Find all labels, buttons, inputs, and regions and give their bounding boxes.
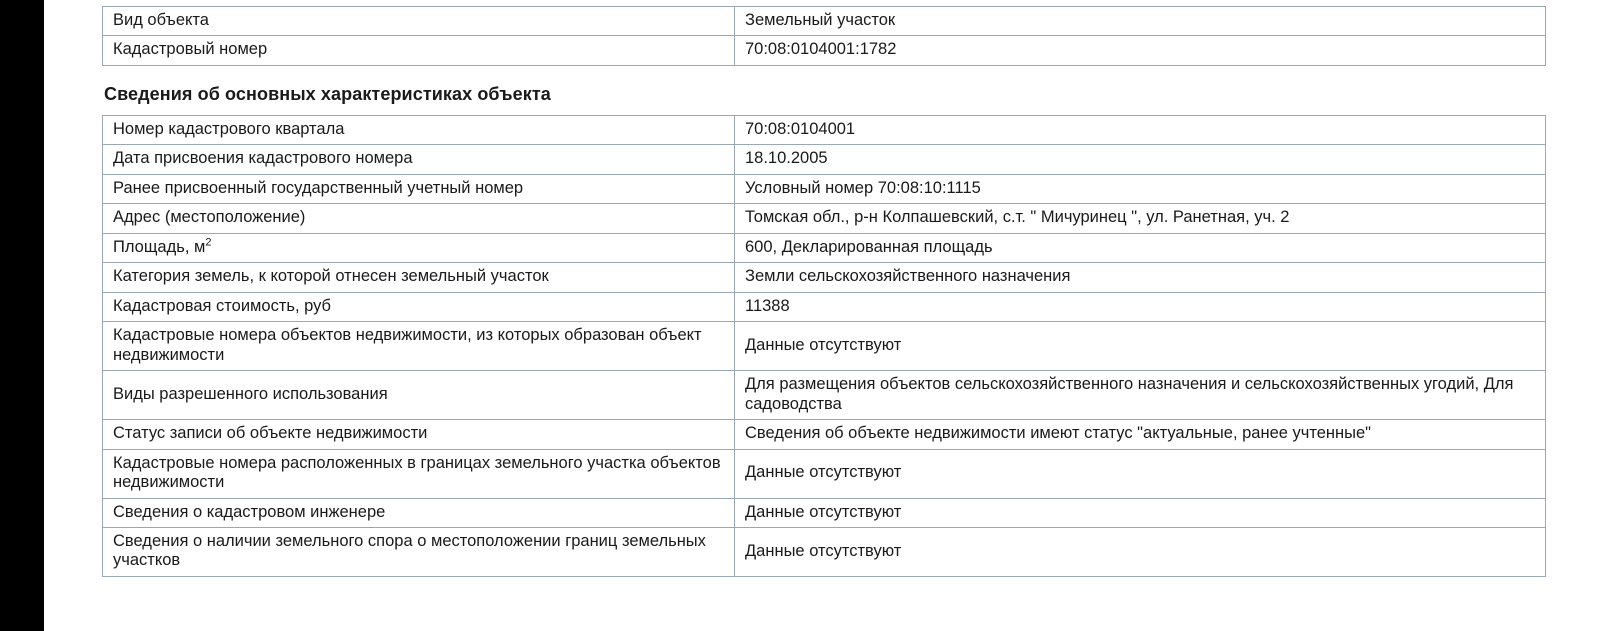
row-value: Данные отсутствуют bbox=[735, 322, 1546, 371]
left-gutter bbox=[0, 0, 44, 631]
document-body bbox=[44, 0, 1600, 577]
table-row bbox=[103, 145, 1546, 174]
table-row bbox=[103, 263, 1546, 292]
row-value: Сведения об объекте недвижимости имеют статус "актуальные, ранее учтенные" bbox=[735, 420, 1546, 449]
row-value: 11388 bbox=[735, 292, 1546, 321]
row-key: Номер кадастрового квартала bbox=[103, 115, 735, 144]
section-heading: Сведения об основных характеристиках объекта bbox=[104, 83, 551, 104]
row-key: Категория земель, к которой отнесен земельный участок bbox=[103, 263, 735, 292]
table-row bbox=[103, 233, 1546, 262]
row-value: 70:08:0104001 bbox=[735, 115, 1546, 144]
row-key: Вид объекта bbox=[103, 7, 735, 36]
row-key-superscript: 2 bbox=[205, 236, 212, 249]
row-value: 600, Декларированная площадь bbox=[735, 233, 1546, 262]
row-key: Сведения о наличии земельного спора о местоположении границ земельных участков bbox=[103, 527, 735, 576]
row-key bbox=[103, 233, 735, 262]
row-key: Дата присвоения кадастрового номера bbox=[103, 145, 735, 174]
table-row bbox=[103, 292, 1546, 321]
row-value: 18.10.2005 bbox=[735, 145, 1546, 174]
row-key: Виды разрешенного использования bbox=[103, 371, 735, 420]
table-row bbox=[103, 204, 1546, 233]
row-key: Кадастровая стоимость, руб bbox=[103, 292, 735, 321]
table-row bbox=[103, 174, 1546, 203]
object-summary-table bbox=[102, 6, 1546, 66]
row-key: Адрес (местоположение) bbox=[103, 204, 735, 233]
document-content bbox=[44, 0, 1600, 631]
row-key: Кадастровые номера расположенных в границах земельного участка объектов недвижимости bbox=[103, 449, 735, 498]
row-value: Данные отсутствуют bbox=[735, 449, 1546, 498]
row-key-text: Площадь, м bbox=[113, 237, 206, 256]
row-value: Данные отсутствуют bbox=[735, 527, 1546, 576]
row-key: Сведения о кадастровом инженере bbox=[103, 498, 735, 527]
table-row bbox=[103, 7, 1546, 36]
table-row bbox=[103, 115, 1546, 144]
row-value: Земли сельскохозяйственного назначения bbox=[735, 263, 1546, 292]
table-row bbox=[103, 420, 1546, 449]
row-value: Томская обл., р-н Колпашевский, с.т. " Мичуринец ", ул. Ранетная, уч. 2 bbox=[735, 204, 1546, 233]
row-value: 70:08:0104001:1782 bbox=[735, 36, 1546, 65]
table-row bbox=[103, 498, 1546, 527]
row-key: Кадастровый номер bbox=[103, 36, 735, 65]
row-key: Статус записи об объекте недвижимости bbox=[103, 420, 735, 449]
table-row bbox=[103, 527, 1546, 576]
row-value: Земельный участок bbox=[735, 7, 1546, 36]
row-key: Кадастровые номера объектов недвижимости, из которых образован объект недвижимости bbox=[103, 322, 735, 371]
table-row bbox=[103, 449, 1546, 498]
row-value: Для размещения объектов сельскохозяйственного назначения и сельскохозяйственных угодий, Для садоводства bbox=[735, 371, 1546, 420]
row-value: Данные отсутствуют bbox=[735, 498, 1546, 527]
table-row bbox=[103, 371, 1546, 420]
row-key: Ранее присвоенный государственный учетный номер bbox=[103, 174, 735, 203]
table-row bbox=[103, 36, 1546, 65]
row-value: Условный номер 70:08:10:1115 bbox=[735, 174, 1546, 203]
table-row bbox=[103, 322, 1546, 371]
main-characteristics-table bbox=[102, 115, 1546, 577]
